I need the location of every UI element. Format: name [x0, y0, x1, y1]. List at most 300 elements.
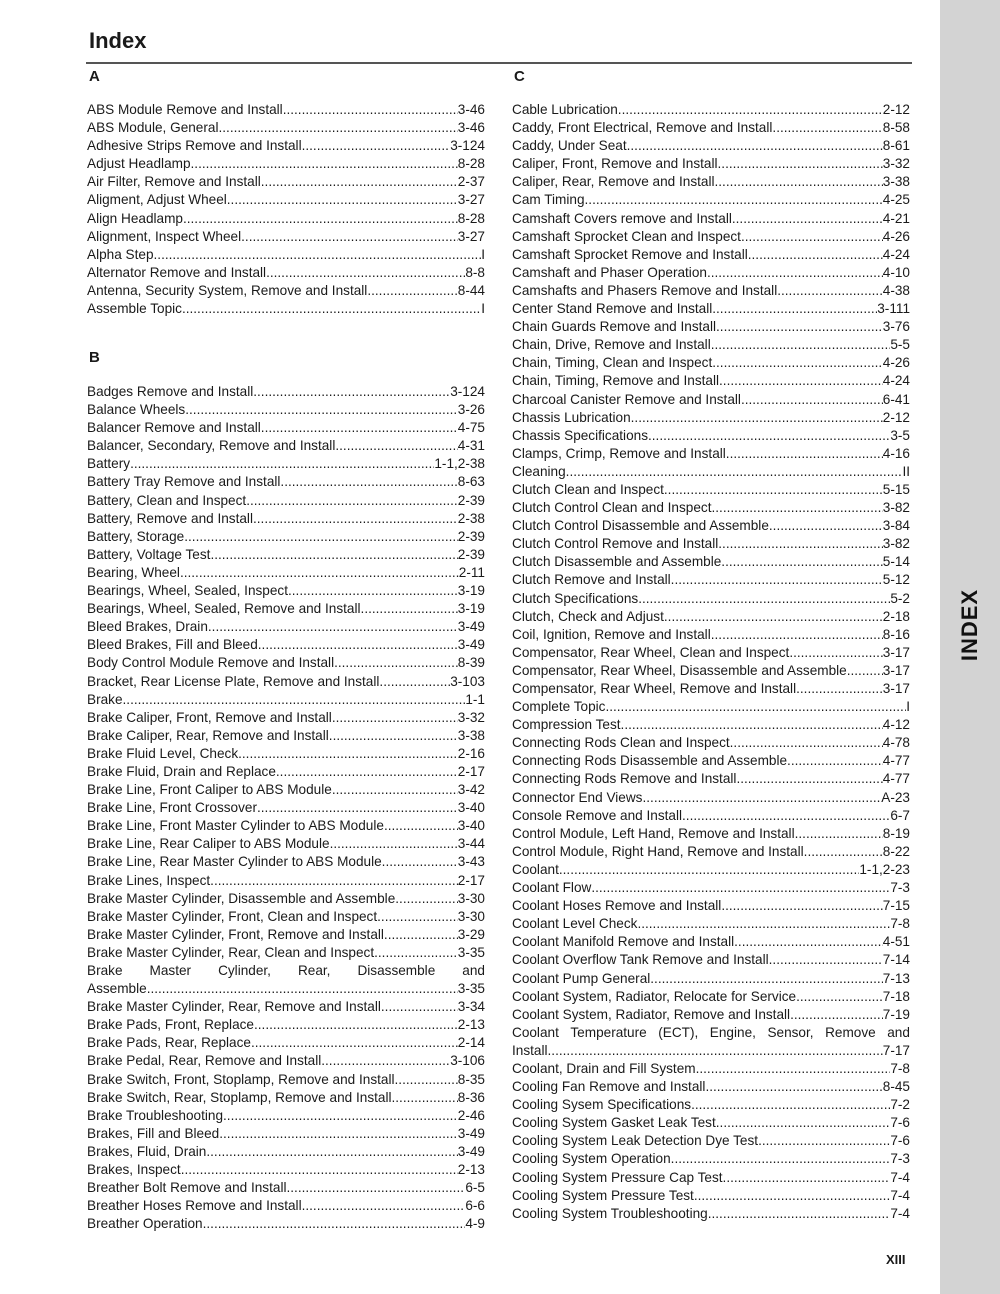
index-entry[interactable]: [512, 246, 910, 264]
dot-leader: [218, 119, 457, 137]
index-entry-page: 7-6: [890, 1115, 910, 1131]
index-entry-page: 2-39: [457, 492, 485, 508]
index-entry[interactable]: [87, 492, 485, 510]
dot-leader: [716, 1114, 891, 1132]
dot-leader: [621, 716, 883, 734]
index-entry[interactable]: [512, 608, 910, 626]
index-entry-topic: Adjust Headlamp: [87, 156, 191, 172]
dot-leader: [734, 933, 883, 951]
index-entry-topic: Brakes, Fluid, Drain: [87, 1143, 207, 1159]
index-entry[interactable]: [512, 427, 910, 445]
index-entry[interactable]: [512, 119, 910, 137]
index-entry[interactable]: [512, 137, 910, 155]
dot-leader: [374, 944, 458, 962]
index-entry[interactable]: [512, 626, 910, 644]
index-entry-topic: Center Stand Remove and Install: [512, 301, 713, 317]
dot-leader: [741, 391, 883, 409]
index-entry[interactable]: [512, 988, 910, 1006]
index-entry-page: 3-46: [457, 120, 485, 136]
dot-leader: [330, 835, 458, 853]
index-entry-topic: Caliper, Front, Remove and Install: [512, 156, 718, 172]
index-entry-page: II: [902, 463, 910, 479]
index-entry[interactable]: [87, 817, 485, 835]
index-entry-page: 7-2: [890, 1097, 910, 1113]
dot-leader: [382, 853, 458, 871]
index-entry[interactable]: [512, 1205, 910, 1223]
index-entry[interactable]: [512, 951, 910, 969]
index-entry-page: 8-28: [457, 156, 485, 172]
index-entry-topic: Brake Caliper, Rear, Remove and Install: [87, 727, 329, 743]
index-entry[interactable]: [512, 354, 910, 372]
index-entry-topic: Clutch, Check and Adjust: [512, 608, 664, 624]
index-entry-page: 3-43: [457, 854, 485, 870]
index-entry[interactable]: [87, 1071, 485, 1089]
index-entry-topic: Chain, Timing, Clean and Inspect: [512, 355, 713, 371]
index-entry[interactable]: [87, 1016, 485, 1034]
index-entry[interactable]: [87, 799, 485, 817]
index-entry[interactable]: [87, 455, 485, 473]
index-entry-topic: Coolant Overflow Tank Remove and Install: [512, 952, 769, 968]
index-entry[interactable]: [87, 401, 485, 419]
index-entry[interactable]: [512, 770, 910, 788]
dot-leader: [332, 781, 458, 799]
index-entry-topic: Compensator, Rear Wheel, Remove and Install: [512, 681, 797, 696]
index-entry[interactable]: [512, 282, 910, 300]
index-entry-topic: Bearings, Wheel, Sealed, Remove and Install: [87, 601, 361, 617]
dot-leader: [210, 872, 458, 890]
index-entry-page: I: [906, 699, 910, 715]
dot-leader: [361, 600, 458, 618]
index-entry-page: 3-26: [457, 402, 485, 418]
dot-leader: [381, 998, 458, 1016]
index-entry-page: 2-38: [457, 510, 485, 526]
index-entry[interactable]: [87, 872, 485, 890]
index-entry[interactable]: [87, 282, 485, 300]
index-entry-page: 2-12: [882, 409, 910, 425]
index-entry-topic: Coolant, Drain and Fill System: [512, 1060, 696, 1076]
index-entry-page: 3-17: [882, 644, 910, 660]
index-entry-page: 8-63: [457, 474, 485, 490]
index-entry-topic: Brake Caliper, Front, Remove and Install: [87, 709, 332, 725]
index-entry[interactable]: [512, 933, 910, 951]
index-entry[interactable]: [87, 1215, 485, 1233]
index-entry-topic: Breather Operation: [87, 1216, 203, 1232]
index-entry[interactable]: [512, 807, 910, 825]
index-entry[interactable]: [512, 499, 910, 517]
index-entry[interactable]: [87, 1179, 485, 1197]
index-entry[interactable]: [87, 246, 485, 264]
index-entry-page: 2-16: [457, 745, 485, 761]
index-entry[interactable]: [512, 680, 910, 698]
index-entry[interactable]: [87, 228, 485, 246]
index-entry[interactable]: [512, 191, 910, 209]
index-entry-page: 8-58: [882, 120, 910, 136]
index-entry[interactable]: [512, 372, 910, 390]
dot-leader: [726, 445, 883, 463]
index-entry[interactable]: [512, 897, 910, 915]
index-entry[interactable]: [87, 835, 485, 853]
index-entry-page: 8-39: [457, 655, 485, 671]
index-entry[interactable]: [512, 1150, 910, 1168]
dot-leader: [384, 926, 458, 944]
index-entry-topic: Battery Tray Remove and Install: [87, 474, 281, 490]
index-entry[interactable]: [87, 1161, 485, 1179]
dot-leader: [730, 734, 883, 752]
index-entry-page: 4-26: [882, 355, 910, 371]
index-entry[interactable]: [512, 210, 910, 228]
index-entry[interactable]: [512, 662, 910, 680]
dot-leader: [711, 626, 883, 644]
index-entry-page: 3-124: [450, 138, 485, 154]
index-entry-topic: Cam Timing: [512, 192, 585, 208]
dot-leader: [219, 1125, 458, 1143]
index-entry-page: 3-19: [457, 601, 485, 617]
index-entry-word: Engine,: [709, 1024, 756, 1040]
index-entry-topic: Assemble Topic: [87, 301, 182, 317]
index-entry-topic: Cooling System Leak Detection Dye Test: [512, 1133, 759, 1149]
dot-leader: [716, 318, 883, 336]
index-entry-page: 3-82: [882, 500, 910, 516]
index-entry[interactable]: [512, 517, 910, 535]
index-entry[interactable]: [87, 673, 485, 691]
index-entry-page: 3-124: [450, 384, 485, 399]
index-entry-page: 7-3: [890, 880, 910, 896]
index-entry-page: 4-75: [457, 420, 485, 436]
index-side-tab[interactable]: [940, 0, 1000, 1294]
index-entry-page: 7-4: [890, 1187, 910, 1203]
index-entry-page: 1-1,2-38: [434, 456, 485, 472]
dot-leader: [719, 372, 883, 390]
index-entry[interactable]: [87, 1034, 485, 1052]
dot-leader: [796, 988, 883, 1006]
index-entry-page: 8-19: [882, 825, 910, 841]
index-entry[interactable]: [512, 535, 910, 553]
index-entry[interactable]: [87, 300, 485, 318]
index-entry-page: 3-17: [882, 662, 910, 678]
dot-leader: [379, 673, 450, 691]
dot-leader: [384, 817, 458, 835]
index-entry-topic: Brake Master Cylinder, Rear, Remove and Install: [87, 999, 381, 1015]
dot-leader: [591, 879, 890, 897]
index-entry-page: 8-36: [457, 1089, 485, 1105]
index-entry[interactable]: [512, 409, 910, 427]
index-entry[interactable]: [87, 944, 485, 962]
index-entry-page: 2-14: [457, 1035, 485, 1051]
index-entry[interactable]: [512, 1024, 910, 1042]
index-entry-topic: Cooling System Gasket Leak Test: [512, 1115, 716, 1131]
index-entry[interactable]: [87, 419, 485, 437]
dot-leader: [548, 1042, 883, 1060]
index-entry-page: 3-5: [890, 427, 910, 443]
index-entry[interactable]: [512, 861, 910, 879]
index-entry-word: and: [887, 1024, 910, 1040]
dot-leader: [748, 246, 883, 264]
header-rule: [86, 62, 912, 64]
section-letter-c: C: [514, 68, 525, 85]
index-entry[interactable]: [87, 473, 485, 491]
index-entry-topic: Chassis Specifications: [512, 427, 648, 443]
index-entry[interactable]: [87, 173, 485, 191]
index-entry[interactable]: [512, 1169, 910, 1187]
dot-leader: [627, 137, 883, 155]
index-entry-page: 3-38: [882, 174, 910, 190]
dot-leader: [776, 119, 883, 137]
index-entry[interactable]: [87, 101, 485, 119]
index-entry[interactable]: [87, 691, 485, 709]
index-entry[interactable]: [512, 1132, 910, 1150]
index-entry[interactable]: [512, 752, 910, 770]
index-entry-page: 2-13: [457, 1162, 485, 1178]
dot-leader: [682, 807, 890, 825]
index-entry-page: 7-8: [890, 1060, 910, 1076]
index-entry[interactable]: [87, 383, 485, 401]
index-entry-topic: Balancer Remove and Install: [87, 420, 261, 436]
index-entry-page: 4-31: [457, 438, 485, 454]
index-entry-topic: Bleed Brakes, Drain: [87, 619, 208, 635]
index-entry-topic: Antenna, Security System, Remove and Install.: [87, 282, 372, 298]
index-entry[interactable]: [512, 228, 910, 246]
index-entry[interactable]: [87, 890, 485, 908]
index-entry-page: 8-28: [457, 210, 485, 226]
index-entry[interactable]: [87, 1052, 485, 1070]
index-entry-page: I: [481, 301, 485, 317]
dot-leader: [395, 890, 458, 908]
index-entry[interactable]: [87, 600, 485, 618]
index-entry-page: 1-1: [465, 691, 485, 707]
index-entry[interactable]: [512, 825, 910, 843]
index-entry[interactable]: [87, 191, 485, 209]
index-entry[interactable]: [512, 879, 910, 897]
index-entry[interactable]: [87, 618, 485, 636]
index-entry[interactable]: [87, 763, 485, 781]
index-entry[interactable]: [87, 528, 485, 546]
index-entry[interactable]: [87, 564, 485, 582]
index-entry[interactable]: [87, 853, 485, 871]
index-entry-page: 4-9: [465, 1216, 485, 1232]
dot-leader: [335, 437, 457, 455]
index-entry-topic: Coolant System, Radiator, Remove and Install: [512, 1006, 791, 1022]
dot-leader: [736, 770, 882, 788]
index-entry[interactable]: [512, 734, 910, 752]
dot-leader: [182, 300, 481, 318]
index-entry-page: 3-32: [457, 709, 485, 725]
index-entry[interactable]: [87, 980, 485, 998]
index-entry-word: Brake: [87, 963, 123, 978]
index-entry-topic: Brake Fluid Level, Check: [87, 745, 239, 761]
index-entry[interactable]: [512, 336, 910, 354]
index-entry-page: 3-84: [882, 518, 910, 534]
index-entry[interactable]: [512, 463, 910, 481]
index-entry[interactable]: [87, 510, 485, 528]
index-entry-page: 8-45: [882, 1079, 910, 1095]
index-entry-page: 8-22: [882, 843, 910, 859]
index-entry[interactable]: [87, 582, 485, 600]
dot-leader: [130, 455, 434, 473]
index-entry-topic: Console Remove and Install: [512, 807, 683, 823]
index-entry[interactable]: [87, 962, 485, 980]
index-entry-topic: Coolant: [512, 861, 559, 877]
index-entry[interactable]: [512, 590, 910, 608]
index-entry-topic: Cooling Fan Remove and Install: [512, 1079, 706, 1095]
index-entry[interactable]: [512, 843, 910, 861]
index-entry-page: 4-21: [882, 210, 910, 226]
dot-leader: [246, 492, 458, 510]
index-entry-page: 2-39: [457, 528, 485, 544]
index-entry[interactable]: [87, 998, 485, 1016]
index-entry[interactable]: [512, 1060, 910, 1078]
index-entry[interactable]: [87, 1125, 485, 1143]
index-entry[interactable]: [512, 1187, 910, 1205]
dot-leader: [718, 535, 883, 553]
index-entry-word: Master: [149, 963, 192, 978]
index-entry[interactable]: [87, 137, 485, 155]
index-entry-topic: Connecting Rods Remove and Install: [512, 771, 737, 787]
index-entry[interactable]: [87, 926, 485, 944]
page-number: XIII: [886, 1252, 906, 1267]
dot-leader: [266, 264, 465, 282]
index-entry-topic: Assemble: [87, 981, 147, 997]
index-entry[interactable]: [87, 1089, 485, 1107]
index-entry[interactable]: [87, 908, 485, 926]
index-entry[interactable]: [512, 1114, 910, 1132]
index-entry[interactable]: [512, 1006, 910, 1024]
index-entry-page: 3-106: [450, 1053, 485, 1069]
dot-leader: [181, 1161, 458, 1179]
index-entry[interactable]: [87, 155, 485, 173]
index-entry-page: 2-17: [457, 763, 485, 779]
index-entry-topic: Brake Line, Rear Caliper to ABS Module: [87, 836, 330, 852]
index-entry-page: 1-1,2-23: [859, 861, 910, 877]
index-entry-topic: ABS Module Remove and Install: [87, 102, 283, 117]
dot-leader: [712, 499, 883, 517]
index-entry[interactable]: [87, 264, 485, 282]
dot-leader: [251, 1034, 458, 1052]
index-entry-word: (ECT),: [658, 1024, 699, 1040]
index-entry-topic: Coolant System, Radiator, Relocate for Service: [512, 988, 797, 1004]
index-entry[interactable]: [87, 1107, 485, 1125]
index-entry[interactable]: [87, 781, 485, 799]
index-entry[interactable]: [512, 644, 910, 662]
index-entry[interactable]: [512, 445, 910, 463]
index-entry-page: 2-37: [457, 174, 485, 190]
dot-leader: [796, 680, 883, 698]
index-entry[interactable]: [512, 300, 910, 318]
dot-leader: [648, 427, 890, 445]
index-entry[interactable]: [87, 546, 485, 564]
index-entry-page: 2-12: [882, 102, 910, 117]
index-entry[interactable]: [87, 709, 485, 727]
index-entry[interactable]: [87, 1197, 485, 1215]
index-entry[interactable]: [512, 571, 910, 589]
dot-leader: [787, 752, 883, 770]
index-entry[interactable]: [512, 1042, 910, 1060]
index-entry[interactable]: [512, 391, 910, 409]
dot-leader: [605, 698, 906, 716]
dot-leader: [371, 282, 458, 300]
dot-leader: [332, 709, 458, 727]
index-entry[interactable]: [512, 789, 910, 807]
index-entry[interactable]: [87, 210, 485, 228]
index-entry-page: 3-111: [877, 301, 910, 317]
index-entry-topic: Brake Master Cylinder, Rear, Clean and Inspect: [87, 944, 375, 960]
index-entry-topic: Balance Wheels: [87, 402, 186, 418]
index-entry-topic: Cooling Sysem Specifications: [512, 1097, 692, 1113]
index-entry-page: 3-19: [457, 583, 485, 599]
index-entry-topic: Control Module, Right Hand, Remove and Install: [512, 843, 804, 859]
index-entry-page: 4-10: [882, 264, 910, 280]
dot-leader: [123, 691, 466, 709]
dot-leader: [261, 173, 458, 191]
index-entry-topic: Alignment, Inspect Wheel: [87, 228, 242, 244]
section-a-entries: [87, 101, 485, 318]
index-entry-page: 4-24: [882, 246, 910, 262]
index-entry[interactable]: [87, 119, 485, 137]
index-entry[interactable]: [512, 553, 910, 571]
index-entry-page: 3-76: [882, 319, 910, 335]
dot-leader: [334, 654, 458, 672]
index-entry[interactable]: [512, 173, 910, 191]
index-entry-page: 3-49: [457, 619, 485, 635]
index-entry[interactable]: [512, 264, 910, 282]
index-entry-page: 2-39: [457, 546, 485, 562]
index-entry[interactable]: [87, 636, 485, 654]
dot-leader: [711, 336, 891, 354]
dot-leader: [769, 517, 883, 535]
dot-leader: [210, 546, 457, 564]
index-entry[interactable]: [87, 745, 485, 763]
index-entry-word: Temperature: [570, 1024, 647, 1040]
dot-leader: [705, 1078, 882, 1096]
index-entry[interactable]: [87, 654, 485, 672]
index-entry-topic: Brake Pads, Front, Replace: [87, 1017, 254, 1033]
index-entry-page: 3-49: [457, 1143, 485, 1159]
index-entry-page: 3-40: [457, 818, 485, 834]
index-entry-page: 3-38: [457, 727, 485, 743]
index-entry-page: 7-19: [882, 1006, 910, 1022]
index-entry-page: 3-35: [457, 981, 485, 997]
index-entry-page: 6-7: [890, 807, 910, 823]
index-entry[interactable]: [512, 318, 910, 336]
dot-leader: [180, 564, 459, 582]
dot-leader: [723, 1169, 891, 1187]
index-entry-page: 7-8: [890, 916, 910, 932]
index-entry[interactable]: [512, 101, 910, 119]
index-entry-page: 5-12: [882, 572, 910, 588]
index-entry-topic: Battery, Remove and Install: [87, 510, 253, 526]
dot-leader: [718, 155, 883, 173]
index-entry[interactable]: [512, 716, 910, 734]
index-entry-page: 4-24: [882, 373, 910, 389]
dot-leader: [637, 915, 890, 933]
index-entry-page: 6-6: [465, 1198, 485, 1214]
index-entry-page: 7-15: [882, 898, 910, 914]
index-entry-page: 4-77: [882, 771, 910, 787]
index-entry[interactable]: [87, 1143, 485, 1161]
dot-leader: [147, 980, 458, 998]
index-entry[interactable]: [512, 915, 910, 933]
index-entry[interactable]: [87, 727, 485, 745]
index-entry-word: Cylinder,: [218, 963, 271, 978]
index-entry[interactable]: [512, 1096, 910, 1114]
index-entry[interactable]: [87, 437, 485, 455]
index-entry[interactable]: [512, 698, 910, 716]
index-entry[interactable]: [512, 970, 910, 988]
index-entry[interactable]: [512, 1078, 910, 1096]
index-entry-topic: Clutch Remove and Install: [512, 572, 671, 588]
index-entry-topic: Caliper, Rear, Remove and Install: [512, 174, 715, 190]
index-entry[interactable]: [512, 155, 910, 173]
index-entry[interactable]: [512, 481, 910, 499]
